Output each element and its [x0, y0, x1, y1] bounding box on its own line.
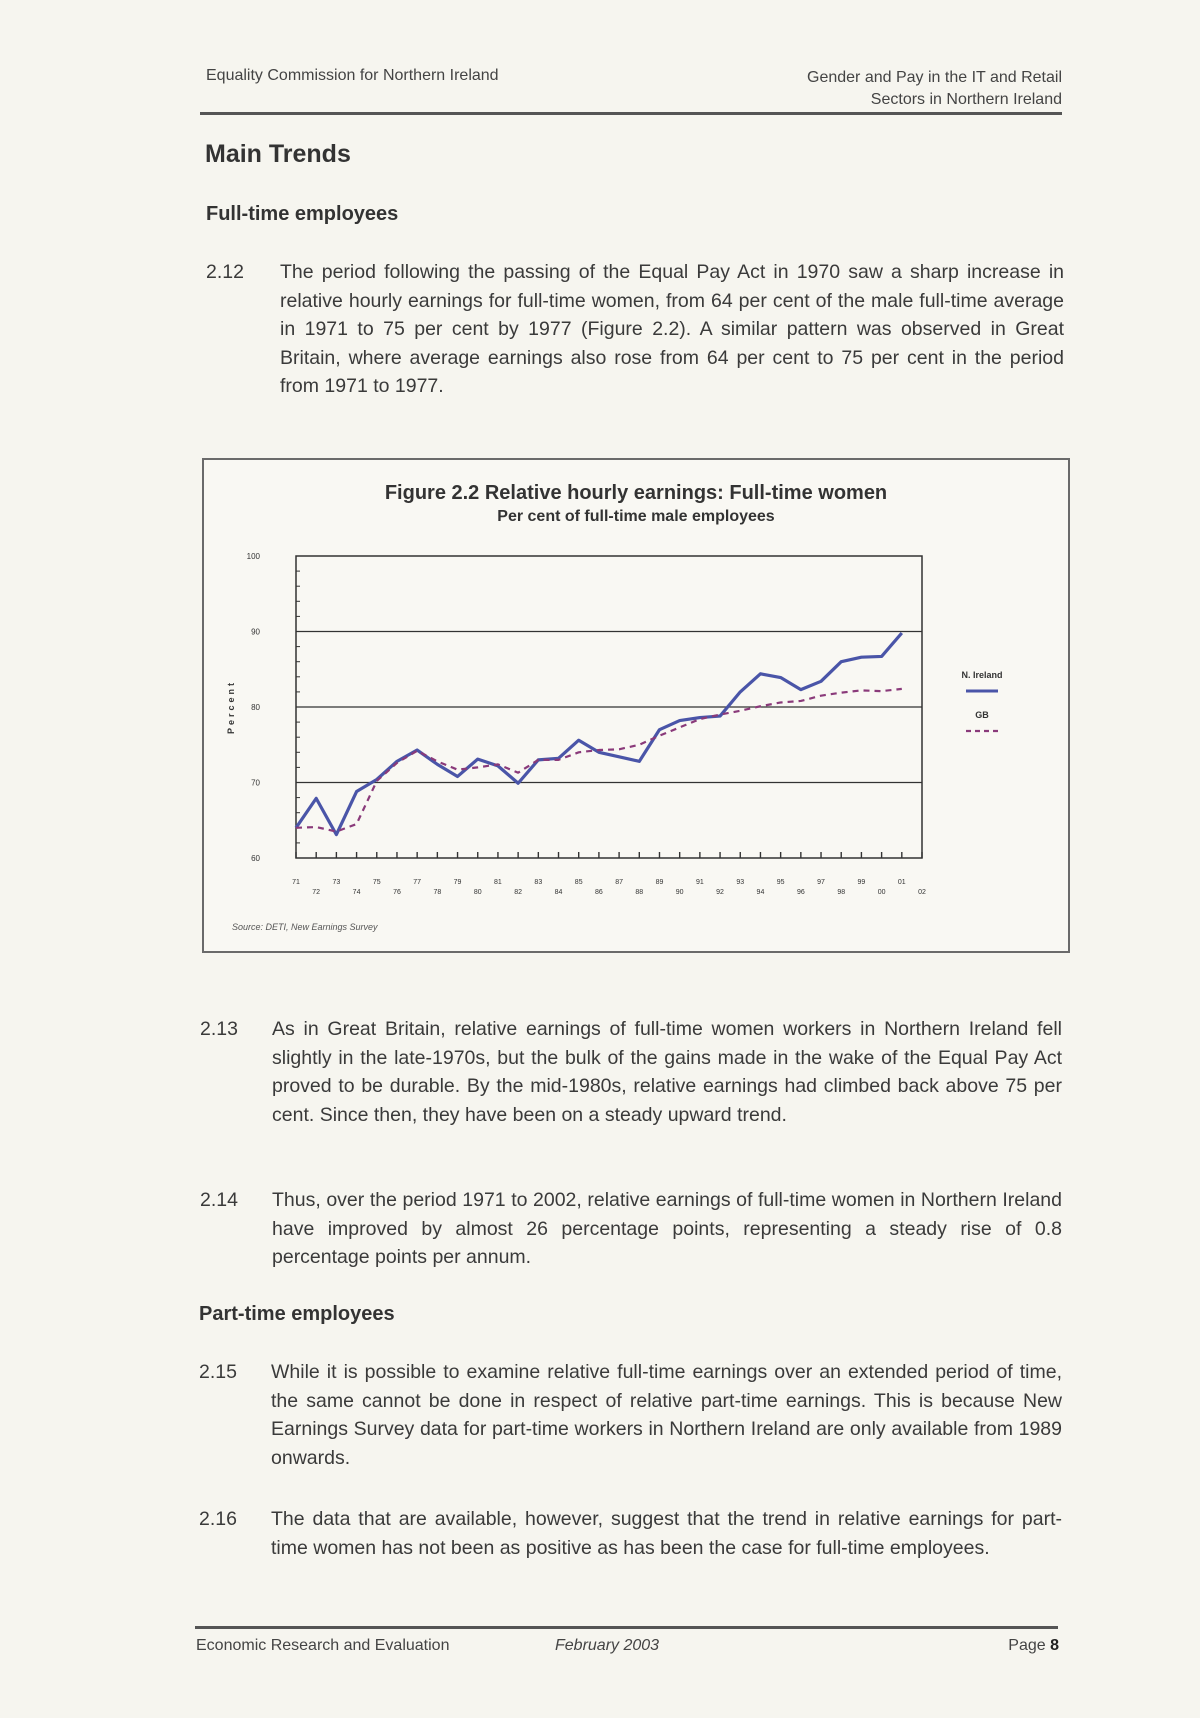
x-tick-label: 76 [393, 889, 401, 896]
x-tick-label: 80 [473, 889, 482, 896]
x-tick-label: 84 [554, 889, 563, 896]
x-tick-label: 75 [372, 879, 381, 886]
x-tick-label: 89 [655, 879, 664, 886]
paragraph-2-12 [206, 258, 1064, 430]
paragraph-number: 2.15 [199, 1361, 237, 1383]
paragraph-text: Thus, over the period 1971 to 2002, relative earnings of full-time women in Northern Ireland have improved by almost 26 percentage points, representing a steady rise of 0.8 percentage points per annum. [272, 1189, 1062, 1268]
paragraph-text: The data that are available, however, suggest that the trend in relative earnings for part-time women has not been as positive as has been the case for full-time employees. [271, 1508, 1062, 1559]
x-tick-label: 82 [514, 889, 523, 896]
paragraph-number: 2.16 [199, 1508, 237, 1530]
x-tick-label: 93 [736, 879, 745, 886]
x-tick-label: 97 [817, 879, 825, 886]
legend-label: GB [975, 710, 989, 720]
paragraph-text: As in Great Britain, relative earnings of full-time women workers in Northern Ireland fell slightly in the late-1970s, but the bulk of the gains made in the wake of the Equal Pay Act proved to be durable. By the mid-1980s, relative earnings had climbed back above 75 per cent. Since then, they have been on a steady upward trend. [272, 1018, 1062, 1126]
x-tick-label: 00 [877, 889, 886, 896]
x-tick-label: 72 [312, 889, 321, 896]
x-tick-label: 81 [494, 879, 502, 886]
x-tick-label: 78 [433, 889, 442, 896]
paragraph-2-14 [200, 1186, 1062, 1276]
series-line-n-ireland [296, 633, 902, 835]
x-tick-label: 86 [595, 889, 603, 896]
figure-title: Figure 2.2 Relative hourly earnings: Full-time women [384, 482, 888, 504]
x-tick-label: 99 [857, 879, 866, 886]
paragraph-2-13 [200, 1015, 1062, 1160]
paragraph-number: 2.14 [200, 1189, 238, 1211]
x-tick-label: 77 [413, 879, 422, 886]
x-tick-label: 85 [574, 879, 583, 886]
x-tick-label: 91 [695, 879, 704, 886]
figure-subtitle: Per cent of full-time male employees [497, 508, 775, 525]
section-heading-part-time: Part-time employees [199, 1303, 395, 1325]
figure-source: Source: DETI, New Earnings Survey [232, 922, 378, 932]
y-tick-label: 80 [251, 703, 260, 712]
y-tick-label: 60 [251, 854, 260, 863]
footer-date: February 2003 [555, 1637, 660, 1654]
paragraph-number: 2.13 [200, 1018, 238, 1040]
y-axis-label: Percent [226, 679, 236, 735]
x-tick-label: 71 [292, 879, 300, 886]
paragraph-number: 2.12 [206, 261, 244, 283]
y-tick-label: 100 [246, 552, 260, 561]
line-chart [204, 460, 1068, 951]
x-tick-label: 94 [756, 889, 765, 896]
footer-department: Economic Research and Evaluation [196, 1637, 450, 1654]
x-tick-label: 79 [453, 879, 462, 886]
legend-label: N. Ireland [961, 670, 1003, 680]
x-tick-label: 74 [352, 889, 361, 896]
paragraph-text: While it is possible to examine relative full-time earnings over an extended period of time, the same cannot be done in respect of relative part-time earnings. This is because New Earnings Survey data for part-time workers in Northern Ireland are only available from 1989 onwards. [271, 1361, 1062, 1469]
x-tick-label: 98 [837, 889, 846, 896]
x-tick-label: 88 [635, 889, 644, 896]
paragraph-2-16 [199, 1505, 1062, 1595]
x-tick-label: 83 [534, 879, 543, 886]
series-line-gb [296, 689, 902, 832]
x-tick-label: 95 [776, 879, 785, 886]
header-title-line2: Sectors in Northern Ireland [870, 91, 1062, 108]
header-organisation: Equality Commission for Northern Ireland [206, 67, 499, 84]
main-heading: Main Trends [205, 140, 351, 168]
header-report-title [807, 67, 1062, 111]
footer-divider [195, 1626, 1058, 1629]
x-tick-label: 87 [615, 879, 623, 886]
footer-page-number: Page 8 [1008, 1637, 1059, 1654]
y-tick-label: 70 [251, 778, 260, 788]
section-heading-full-time: Full-time employees [206, 203, 399, 225]
paragraph-2-15 [199, 1358, 1062, 1476]
x-tick-label: 02 [918, 889, 926, 896]
paragraph-text: The period following the passing of the Equal Pay Act in 1970 saw a sharp increase in relative hourly earnings for full-time women, from 64 per cent of the male full-time average in 1971 to 75 per cent by 1977 (Figure 2.2). A similar pattern was observed in Great Britain, where average earnings also rose from 64 per cent to 75 per cent in the period from 1971 to 1977. [280, 261, 1064, 397]
header-divider [200, 112, 1062, 115]
header-title-line1: Gender and Pay in the IT and Retail [807, 69, 1062, 86]
x-tick-label: 96 [796, 889, 805, 896]
y-tick-label: 90 [251, 627, 260, 637]
figure-2-2 [202, 458, 1070, 953]
x-tick-label: 90 [675, 889, 684, 896]
x-tick-label: 01 [897, 879, 906, 886]
x-tick-label: 73 [332, 879, 341, 886]
x-tick-label: 92 [716, 889, 724, 896]
